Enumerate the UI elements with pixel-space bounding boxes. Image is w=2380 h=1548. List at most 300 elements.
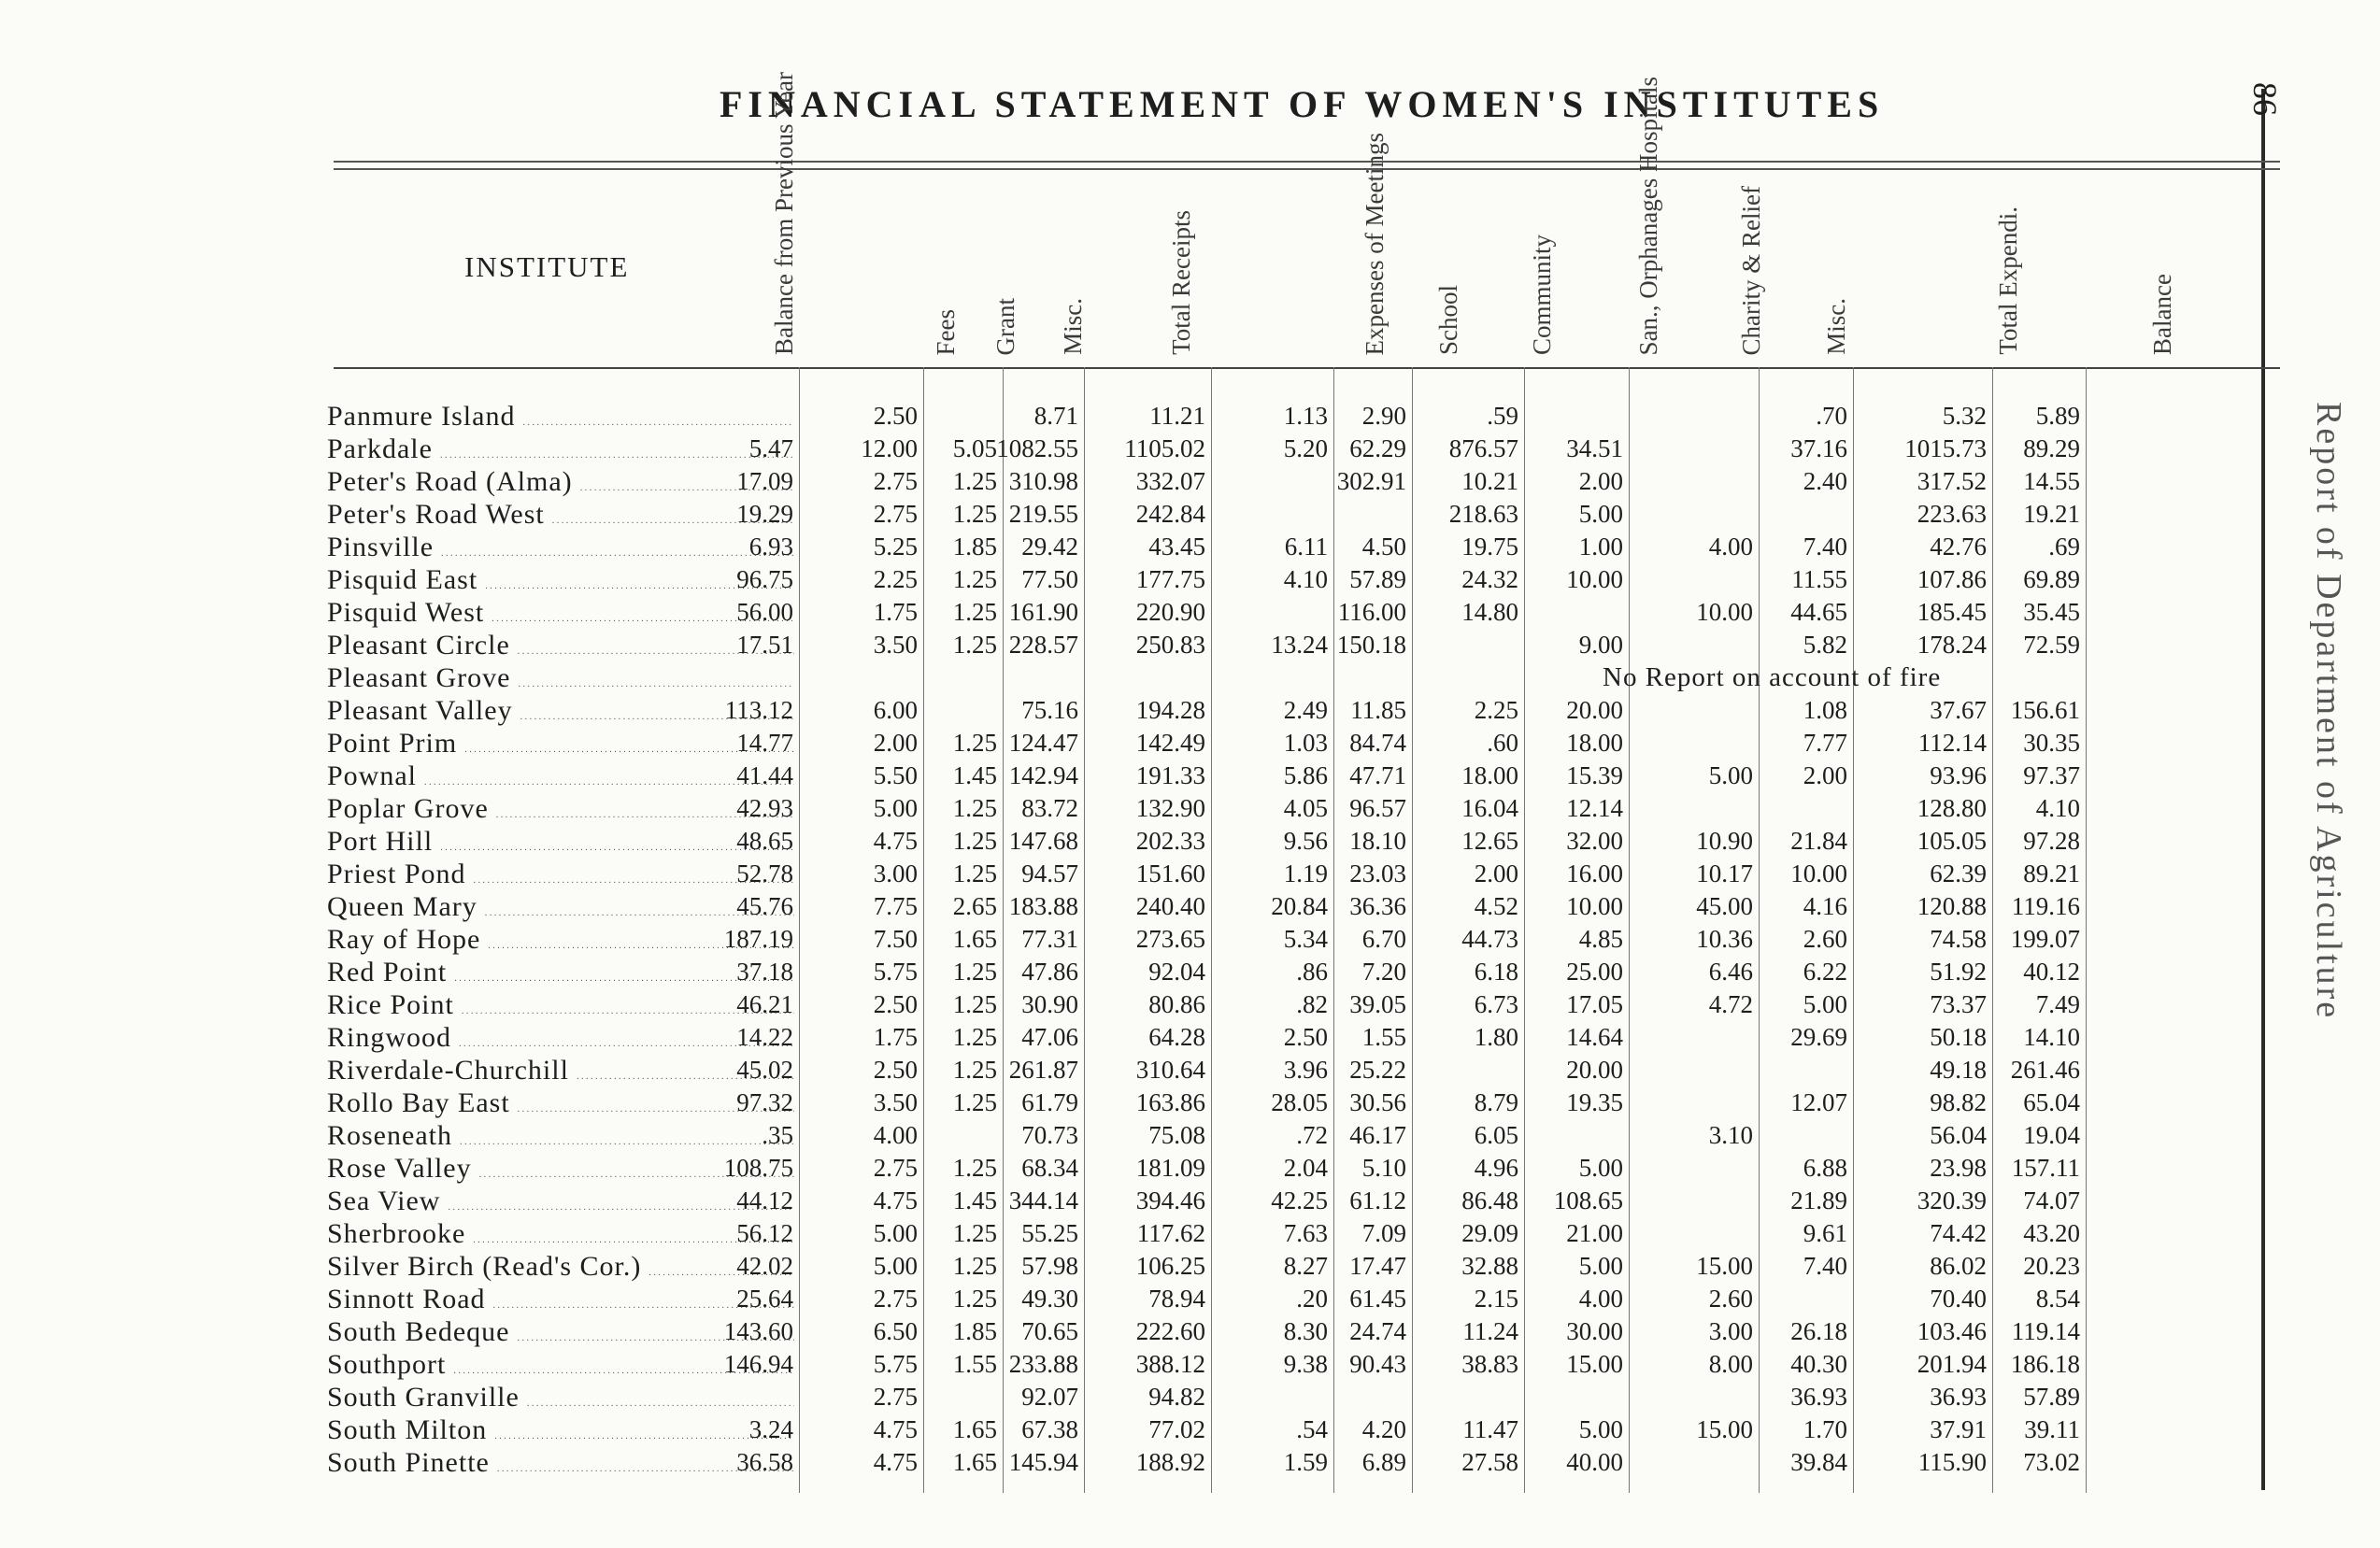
table-cell: 29.09 [1461,1219,1518,1247]
table-cell: 61.79 [1021,1088,1078,1116]
table-cell: 2.04 [1283,1154,1328,1182]
table-cell: 5.00 [1578,1154,1623,1182]
table-cell: 317.52 [1917,467,1987,495]
table-cell: 19.21 [2023,500,2080,528]
table-cell: 6.70 [1361,925,1406,953]
table-cell: 49.30 [1021,1285,1078,1313]
table-cell: 2.50 [873,402,918,430]
table-cell: 7.77 [1803,729,1847,757]
table-cell: 2.50 [873,1056,918,1084]
table-cell: 107.86 [1917,565,1987,593]
table-cell: 2.75 [873,1383,918,1411]
table-cell: 3.00 [1708,1317,1753,1345]
table-cell: 228.57 [1008,631,1078,659]
table-row [327,1283,2289,1315]
table-cell: 1.00 [1578,533,1623,561]
table-cell: 117.62 [1136,1219,1205,1247]
table-cell: 344.14 [1008,1186,1078,1214]
table-cell: 38.83 [1461,1350,1518,1378]
table-cell: 6.88 [1803,1154,1847,1182]
table-cell: 30.56 [1349,1088,1406,1116]
table-cell: 5.00 [1578,1252,1623,1280]
table-cell: 23.03 [1349,859,1406,888]
table-cell: 77.02 [1148,1415,1205,1443]
table-cell: 5.00 [1578,500,1623,528]
table-cell: 15.00 [1696,1415,1753,1443]
table-cell: 86.02 [1930,1252,1987,1280]
table-row [327,858,2289,890]
table-cell: 5.34 [1283,925,1328,953]
page-number: 86 [2246,82,2284,116]
table-cell: 2.00 [873,729,918,757]
table-cell: 37.18 [736,958,793,986]
table-cell: 18.00 [1461,761,1518,789]
table-row [327,596,2289,629]
table-cell: 39.84 [1790,1448,1847,1476]
table-cell: 6.89 [1361,1448,1406,1476]
table-cell: 5.05 [952,434,997,462]
table-cell: 7.40 [1803,533,1847,561]
table-cell: 19.35 [1566,1088,1623,1116]
table-cell: 89.29 [2023,434,2080,462]
table-cell: 70.65 [1021,1317,1078,1345]
column-header-7: School [1434,284,1462,355]
table-cell: 36.93 [1790,1383,1847,1411]
table-cell: 14.77 [736,729,793,757]
table-cell: 2.00 [1803,761,1847,789]
header-rule [334,367,2280,369]
table-row [327,531,2289,563]
table-cell: 1.75 [873,598,918,626]
table-cell: 5.50 [873,761,918,789]
table-row [327,988,2289,1021]
table-cell: 145.94 [1008,1448,1078,1476]
table-cell: 2.25 [1474,696,1518,724]
table-cell: 44.65 [1790,598,1847,626]
table-cell: 20.00 [1566,696,1623,724]
table-cell: 56.12 [736,1219,793,1247]
table-row [327,694,2289,727]
table-cell: 84.74 [1349,729,1406,757]
table-cell: 55.25 [1021,1219,1078,1247]
table-row [327,1217,2289,1250]
table-cell: 86.48 [1461,1186,1518,1214]
table-cell: 2.50 [873,990,918,1018]
table-row [327,465,2289,498]
institute-name: Queen Mary . . . [327,890,794,923]
table-cell: 4.10 [1283,565,1328,593]
table-cell: 5.00 [1708,761,1753,789]
table-cell: 1.25 [952,990,997,1018]
institute-name: Sea View . . . [327,1185,794,1217]
table-cell: 242.84 [1135,500,1205,528]
table-cell: 151.60 [1135,859,1205,888]
table-cell: 115.90 [1917,1448,1987,1476]
table-row [327,1413,2289,1446]
table-cell: 11.21 [1149,402,1205,430]
table-cell: 7.75 [873,892,918,920]
table-cell: 6.11 [1284,533,1328,561]
table-cell: 4.05 [1283,794,1328,822]
table-cell: .59 [1487,402,1518,430]
table-cell: .86 [1296,958,1328,986]
table-cell: 45.00 [1696,892,1753,920]
table-cell: 11.24 [1462,1317,1518,1345]
table-cell: 1.75 [873,1023,918,1051]
table-cell: 194.28 [1135,696,1205,724]
table-row [327,825,2289,858]
table-cell: 74.07 [2023,1186,2080,1214]
table-cell: 8.00 [1708,1350,1753,1378]
table-cell: 15.00 [1696,1252,1753,1280]
table-cell: 42.93 [736,794,793,822]
table-cell: 1.03 [1283,729,1328,757]
table-cell: 310.64 [1135,1056,1205,1084]
table-cell: .60 [1487,729,1518,757]
institute-name: Pownal . . . [327,760,794,792]
table-cell: 1.59 [1283,1448,1328,1476]
table-cell: 74.58 [1930,925,1987,953]
table-cell: 310.98 [1008,467,1078,495]
table-cell: .20 [1296,1285,1328,1313]
table-cell: 181.09 [1135,1154,1205,1182]
table-cell: 388.12 [1135,1350,1205,1378]
table-cell: 74.42 [1930,1219,1987,1247]
table-cell: 29.42 [1021,533,1078,561]
table-cell: 10.00 [1696,598,1753,626]
table-cell: 15.39 [1566,761,1623,789]
table-cell: 21.84 [1790,827,1847,855]
table-cell: 47.06 [1021,1023,1078,1051]
table-cell: 1.55 [1361,1023,1406,1051]
table-cell: 46.17 [1349,1121,1406,1149]
table-row [327,433,2289,465]
table-cell: 4.75 [873,1448,918,1476]
column-header-10: Charity & Relief [1737,185,1765,355]
table-cell: 5.25 [873,533,918,561]
table-cell: 23.98 [1930,1154,1987,1182]
table-cell: 26.18 [1790,1317,1847,1345]
table-cell: 24.74 [1349,1317,1406,1345]
table-cell: 80.86 [1148,990,1205,1018]
institute-name: Peter's Road West . . . [327,498,794,531]
institute-name: Pisquid East . . . [327,563,794,596]
table-cell: 62.39 [1930,859,1987,888]
table-cell: 97.28 [2023,827,2080,855]
table-cell: 67.38 [1021,1415,1078,1443]
table-cell: 25.64 [736,1285,793,1313]
table-cell: 7.40 [1803,1252,1847,1280]
table-cell: 19.04 [2023,1121,2080,1149]
table-cell: 75.16 [1021,696,1078,724]
table-cell: 220.90 [1135,598,1205,626]
table-cell: 30.90 [1021,990,1078,1018]
table-cell: 119.14 [2011,1317,2080,1345]
table-row [327,1315,2289,1348]
table-cell: 1.08 [1803,696,1847,724]
table-cell: 2.75 [873,467,918,495]
table-cell: 51.92 [1930,958,1987,986]
table-cell: 4.75 [873,1186,918,1214]
table-cell: 61.45 [1349,1285,1406,1313]
table-cell: 119.16 [2011,892,2080,920]
table-cell: 12.07 [1790,1088,1847,1116]
table-cell: 6.73 [1474,990,1518,1018]
table-cell: 40.30 [1790,1350,1847,1378]
table-cell: 128.80 [1917,794,1987,822]
table-row [327,661,2289,694]
table-cell: 62.29 [1349,434,1406,462]
table-cell: 1.25 [952,1154,997,1182]
table-cell: 7.09 [1361,1219,1406,1247]
table-cell: .82 [1296,990,1328,1018]
table-cell: 113.12 [724,696,793,724]
institute-name: Port Hill . . . [327,825,794,858]
table-cell: 1.85 [952,533,997,561]
table-cell: 65.04 [2023,1088,2080,1116]
table-cell: 186.18 [2010,1350,2080,1378]
table-cell: 89.21 [2023,859,2080,888]
table-cell: 108.65 [1553,1186,1623,1214]
institute-name: Roseneath . . . [327,1119,794,1152]
table-cell: 36.36 [1349,892,1406,920]
table-cell: 261.46 [2010,1056,2080,1084]
institute-name: Southport . . . [327,1348,794,1381]
table-cell: 29.69 [1790,1023,1847,1051]
table-cell: 5.75 [873,958,918,986]
table-cell: 3.50 [873,631,918,659]
table-cell: 49.18 [1930,1056,1987,1084]
table-cell: 1.65 [952,1448,997,1476]
table-cell: 25.00 [1566,958,1623,986]
table-cell: 1015.73 [1904,434,1987,462]
institute-name: Poplar Grove . . . [327,792,794,825]
column-header-12: Total Expendi. [1994,206,2022,355]
table-cell: 202.33 [1135,827,1205,855]
top-rule [334,161,2280,163]
table-cell: 57.89 [2023,1383,2080,1411]
table-cell: 2.50 [1283,1023,1328,1051]
table-cell: 30.00 [1566,1317,1623,1345]
table-cell: 10.36 [1696,925,1753,953]
table-row [327,1250,2289,1283]
table-row [327,1119,2289,1152]
table-cell: 8.54 [2035,1285,2080,1313]
table-cell: 9.61 [1803,1219,1847,1247]
table-cell: 14.10 [2023,1023,2080,1051]
table-cell: 92.07 [1021,1383,1078,1411]
table-cell: 2.90 [1361,402,1406,430]
table-cell: 69.89 [2023,565,2080,593]
table-cell: 8.79 [1474,1088,1518,1116]
institute-name: Sinnott Road . . . [327,1283,794,1315]
institute-name: Red Point . . . [327,956,794,988]
table-cell: 1.25 [952,631,997,659]
table-cell: 19.29 [736,500,793,528]
table-cell: 156.61 [2010,696,2080,724]
table-cell: 2.75 [873,1285,918,1313]
table-cell: 39.05 [1349,990,1406,1018]
table-cell: 1.25 [952,500,997,528]
institute-name: Panmure Island . . . [327,400,794,433]
institute-name: Pinsville . . . [327,531,794,563]
table-row [327,498,2289,531]
table-cell: 163.86 [1135,1088,1205,1116]
column-header-4: Misc. [1059,298,1087,355]
table-cell: 90.43 [1349,1350,1406,1378]
table-row [327,1446,2289,1479]
table-cell: 185.45 [1917,598,1987,626]
table-cell: 70.73 [1021,1121,1078,1149]
table-cell: 5.75 [873,1350,918,1378]
table-cell: 77.31 [1021,925,1078,953]
institute-name: Riverdale-Churchill . . . [327,1054,794,1086]
table-cell: 10.00 [1566,565,1623,593]
table-cell: 16.04 [1461,794,1518,822]
table-cell: 40.00 [1566,1448,1623,1476]
table-cell: 1082.55 [996,434,1078,462]
institute-name: South Bedeque . . . [327,1315,794,1348]
table-cell: 70.40 [1930,1285,1987,1313]
row-note: No Report on account of fire [1603,662,1942,692]
table-cell: 183.88 [1008,892,1078,920]
table-cell: 14.22 [736,1023,793,1051]
table-cell: 2.49 [1283,696,1328,724]
table-cell: 14.55 [2023,467,2080,495]
table-cell: 1105.02 [1124,434,1205,462]
table-cell: 5.32 [1942,402,1987,430]
table-cell: 2.40 [1803,467,1847,495]
table-cell: 45.76 [736,892,793,920]
table-cell: 18.10 [1349,827,1406,855]
column-header-9: San., Orphanages Hospitals [1634,76,1662,355]
institute-name: Parkdale . . . [327,433,794,465]
table-cell: 47.86 [1021,958,1078,986]
table-cell: 77.50 [1021,565,1078,593]
table-cell: 5.89 [2035,402,2080,430]
table-cell: 4.00 [873,1121,918,1149]
table-cell: 46.21 [736,990,793,1018]
table-cell: 1.25 [952,794,997,822]
table-cell: 250.83 [1135,631,1205,659]
table-row [327,1054,2289,1086]
table-cell: 6.46 [1708,958,1753,986]
table-cell: 68.34 [1021,1154,1078,1182]
table-cell: 93.96 [1930,761,1987,789]
table-cell: 47.71 [1349,761,1406,789]
table-cell: 6.05 [1474,1121,1518,1149]
table-cell: 2.60 [1803,925,1847,953]
table-cell: 142.94 [1008,761,1078,789]
table-cell: 11.85 [1350,696,1406,724]
table-cell: 6.22 [1803,958,1847,986]
table-cell: 1.25 [952,1252,997,1280]
table-cell: 146.94 [723,1350,793,1378]
table-cell: 9.00 [1578,631,1623,659]
table-cell: 5.00 [873,794,918,822]
table-row [327,760,2289,792]
institute-name: Ray of Hope . . . [327,923,794,956]
table-cell: 1.25 [952,467,997,495]
table-cell: 83.72 [1021,794,1078,822]
table-cell: 5.20 [1283,434,1328,462]
table-cell: 6.50 [873,1317,918,1345]
table-cell: 42.02 [736,1252,793,1280]
table-cell: 1.65 [952,925,997,953]
table-cell: 5.86 [1283,761,1328,789]
institute-name: South Milton . . . [327,1413,794,1446]
table-cell: 14.64 [1566,1023,1623,1051]
table-cell: 24.32 [1461,565,1518,593]
table-cell: 106.25 [1135,1252,1205,1280]
table-cell: 19.75 [1461,533,1518,561]
table-cell: 3.00 [873,859,918,888]
table-cell: 6.18 [1474,958,1518,986]
table-cell: 45.02 [736,1056,793,1084]
table-cell: 7.49 [2035,990,2080,1018]
table-cell: 4.96 [1474,1154,1518,1182]
table-cell: 302.91 [1336,467,1406,495]
institute-name: Pleasant Valley . . . [327,694,794,727]
table-cell: 5.47 [748,434,793,462]
table-row [327,1185,2289,1217]
table-cell: 2.75 [873,500,918,528]
institute-name: Peter's Road (Alma) . . . [327,465,794,498]
table-cell: 4.52 [1474,892,1518,920]
table-cell: 37.67 [1930,696,1987,724]
table-cell: .35 [762,1121,793,1149]
table-cell: 72.59 [2023,631,2080,659]
table-cell: 30.35 [2023,729,2080,757]
table-cell: 96.75 [736,565,793,593]
table-cell: 16.00 [1566,859,1623,888]
table-cell: 14.80 [1461,598,1518,626]
table-cell: 25.22 [1349,1056,1406,1084]
table-cell: 13.24 [1271,631,1328,659]
table-row [327,1348,2289,1381]
table-row [327,727,2289,760]
table-cell: 97.32 [736,1088,793,1116]
table-cell: 10.00 [1566,892,1623,920]
institute-name: Ringwood . . . [327,1021,794,1054]
table-cell: 201.94 [1917,1350,1987,1378]
table-cell: 75.08 [1148,1121,1205,1149]
table-cell: 17.05 [1566,990,1623,1018]
column-header-3: Grant [991,297,1019,355]
table-cell: 112.14 [1917,729,1987,757]
table-cell: 98.82 [1930,1088,1987,1116]
table-cell: 2.60 [1708,1285,1753,1313]
table-cell: 11.47 [1462,1415,1518,1443]
table-cell: 177.75 [1135,565,1205,593]
table-cell: 94.82 [1148,1383,1205,1411]
table-cell: 222.60 [1135,1317,1205,1345]
table-cell: 52.78 [736,859,793,888]
table-cell: 5.00 [873,1252,918,1280]
institute-name: Silver Birch (Read's Cor.) . . . [327,1250,794,1283]
table-cell: .54 [1296,1415,1328,1443]
table-cell: 143.60 [723,1317,793,1345]
table-cell: 1.25 [952,1023,997,1051]
table-row [327,890,2289,923]
table-cell: 3.50 [873,1088,918,1116]
table-cell: 9.38 [1283,1350,1328,1378]
table-cell: 187.19 [723,925,793,953]
table-cell: 2.25 [873,565,918,593]
table-cell: 1.25 [952,729,997,757]
table-cell: 2.15 [1474,1285,1518,1313]
table-cell: 6.00 [873,696,918,724]
